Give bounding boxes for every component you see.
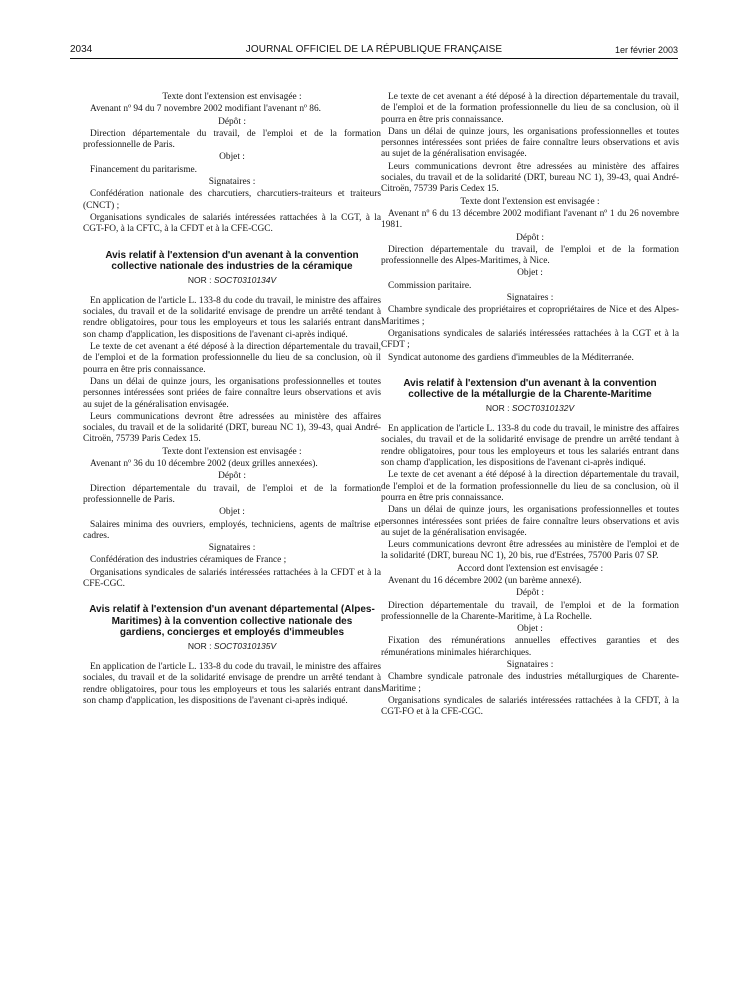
- nor-reference: [381, 403, 679, 414]
- notice-title: Avis relatif à l'extension d'un avenant à la convention collective de la métallurgie de la Charente-Maritime: [403, 377, 657, 401]
- paragraph: Fixation des rémunérations annuelles effectives garanties et des rémunérations minimales hiérarchiques.: [381, 636, 679, 658]
- paragraph: En application de l'article L. 133-8 du code du travail, le ministre des affaires sociales, du travail et de la solidarité envisage de prendre un arrêté tendant à rendre obligatoires, pour tous les employeurs et tous les salariés entrant dans son champ d'application, les dispositions de l'avenant ci-après indiqué.: [83, 295, 381, 340]
- journal-title: JOURNAL OFFICIEL DE LA RÉPUBLIQUE FRANÇAISE: [245, 44, 503, 55]
- paragraph: Leurs communications devront être adressées au ministère de l'emploi et de la solidarité (DRT, bureau NC 1), 20 bis, rue d'Estrées, 75700 Paris 07 SP.: [381, 540, 679, 562]
- paragraph: Avenant du 16 décembre 2002 (un barème annexé).: [388, 575, 582, 586]
- nor-reference: [83, 641, 381, 652]
- paragraph: Leurs communications devront être adressées au ministère des affaires sociales, du travail et de la solidarité (DRT, bureau NC 1), 39-43, quai André-Citroën, 75739 Paris Cedex 15.: [83, 411, 381, 445]
- section-label: Objet :: [517, 624, 543, 635]
- paragraph: Le texte de cet avenant a été déposé à la direction départementale du travail, de l'emploi et de la formation professionnelle du lieu de sa conclusion, où il pourra en être pris connaissance.: [83, 342, 381, 375]
- paragraph: Le texte de cet avenant a été déposé à la direction départementale du travail, de l'emploi et de la formation professionnelle du lieu de sa conclusion, où il pourra en être pris connaissance.: [381, 470, 679, 503]
- paragraph: Dans un délai de quinze jours, les organisations professionnelles et toutes personnes intéressées sont priées de faire connaître leurs observations et avis au sujet de la généralisation envisagée.: [381, 505, 679, 538]
- paragraph: Direction départementale du travail, de l'emploi et de la formation professionnelle des Alpes-Maritimes, à Nice.: [381, 244, 679, 267]
- nor-label: NOR :: [187, 274, 212, 285]
- paragraph: En application de l'article L. 133-8 du code du travail, le ministre des affaires sociales, du travail et de la solidarité envisage de prendre un arrêté tendant à rendre obligatoires, pour tous les employeurs et tous les salariés entrant dans son champ d'application, les dispositions de l'avenant ci-après indiqué.: [83, 662, 381, 706]
- section-label: Objet :: [219, 507, 245, 518]
- section-label: Texte dont l'extension est envisagée :: [162, 446, 302, 457]
- section-label: Signataires :: [506, 293, 554, 304]
- paragraph: Avenant nº 6 du 13 décembre 2002 modifiant l'avenant nº 1 du 26 novembre 1981.: [381, 208, 679, 231]
- paragraph: Organisations syndicales de salariés intéressées rattachées à la CFDT et à la CFE-CGC.: [83, 567, 381, 589]
- section-label: Dépôt :: [218, 116, 246, 127]
- paragraph: Salaires minima des ouvriers, employés, techniciens, agents de maîtrise et cadres.: [83, 519, 381, 541]
- issue-date: 1er février 2003: [614, 45, 678, 55]
- page-header: [70, 42, 678, 58]
- paragraph: Confédération nationale des charcutiers, charcutiers-traiteurs et traiteurs (CNCT) ;: [83, 189, 381, 211]
- paragraph: Le texte de cet avenant a été déposé à la direction départementale du travail, de l'emploi et de la formation professionnelle du lieu de sa conclusion, où il pourra en être pris connaissance.: [381, 92, 679, 125]
- nor-code: SOCT0310135V: [213, 640, 277, 651]
- paragraph: Leurs communications devront être adressées au ministère des affaires sociales, du travail et de la solidarité (DRT, bureau NC 1), 39-43, quai André-Citroën, 75739 Paris Cedex 15.: [381, 161, 679, 195]
- section-label: Objet :: [219, 152, 245, 163]
- paragraph: Organisations syndicales de salariés intéressées rattachées à la CGT, à la CGT-FO, à la CFTC, à la CFDT et à la CFE-CGC.: [83, 212, 381, 235]
- paragraph: Direction départementale du travail, de l'emploi et de la formation professionnelle de Paris.: [83, 483, 381, 505]
- notice-title: Avis relatif à l'extension d'un avenant départemental (Alpes-Maritimes) à la convention collective nationale des gardiens, concierges et employés d'immeubles: [89, 604, 375, 639]
- header-rule: [70, 58, 678, 59]
- paragraph: Chambre syndicale patronale des industries métallurgiques de Charente-Maritime ;: [381, 672, 679, 694]
- section-label: Signataires :: [208, 543, 256, 554]
- section-label: Dépôt :: [516, 232, 544, 243]
- nor-label: NOR :: [187, 640, 212, 651]
- paragraph: Organisations syndicales de salariés intéressées rattachées à la CFDT, à la CGT-FO et à la CFE-CGC.: [381, 695, 679, 718]
- left-column: [83, 92, 381, 708]
- paragraph: Financement du paritarisme.: [90, 164, 197, 175]
- paragraph: Commission paritaire.: [388, 280, 472, 291]
- paragraph: Chambre syndicale des propriétaires et copropriétaires de Nice et des Alpes-Maritimes ;: [381, 305, 679, 327]
- section-label: Dépôt :: [218, 471, 246, 482]
- paragraph: Avenant nº 94 du 7 novembre 2002 modifiant l'avenant nº 86.: [90, 104, 321, 115]
- nor-code: SOCT0310134V: [213, 274, 277, 285]
- page-number: 2034: [70, 44, 93, 55]
- section-label: Signataires :: [506, 660, 554, 671]
- section-label: Texte dont l'extension est envisagée :: [460, 196, 600, 207]
- paragraph: Direction départementale du travail, de l'emploi et de la formation professionnelle de la Charente-Maritime, à La Rochelle.: [381, 600, 679, 622]
- section-label: Objet :: [517, 268, 543, 279]
- paragraph: Dans un délai de quinze jours, les organisations professionnelles et toutes personnes intéressées sont priées de faire connaître leurs observations et avis au sujet de la généralisation envisagée.: [83, 376, 381, 410]
- paragraph: Syndicat autonome des gardiens d'immeubles de la Méditerranée.: [388, 352, 634, 363]
- notice-title: Avis relatif à l'extension d'un avenant à la convention collective nationale des industries de la céramique: [105, 249, 359, 273]
- paragraph: En application de l'article L. 133-8 du code du travail, le ministre des affaires sociales, du travail et de la solidarité envisage de prendre un arrêté tendant à rendre obligatoires, pour tous les employeurs et tous les salariés entrant dans son champ d'application, les dispositions de l'avenant ci-après indiqué.: [381, 424, 679, 469]
- paragraph: Avenant nº 36 du 10 décembre 2002 (deux grilles annexées).: [90, 459, 318, 470]
- paragraph: Organisations syndicales de salariés intéressées rattachées à la CGT et à la CFDT ;: [381, 328, 679, 351]
- section-label: Accord dont l'extension est envisagée :: [456, 563, 604, 574]
- nor-reference: [83, 275, 381, 286]
- section-label: Texte dont l'extension est envisagée :: [162, 92, 302, 102]
- paragraph: Dans un délai de quinze jours, les organisations professionnelles et toutes personnes intéressées sont priées de faire connaître leurs observations et avis au sujet de la généralisation envisagée.: [381, 126, 679, 160]
- right-column: [381, 92, 679, 720]
- paragraph: Direction départementale du travail, de l'emploi et de la formation professionnelle de Paris.: [83, 128, 381, 151]
- section-label: Dépôt :: [516, 588, 544, 599]
- paragraph: Confédération des industries céramiques de France ;: [90, 555, 287, 566]
- nor-label: NOR :: [485, 402, 510, 413]
- nor-code: SOCT0310132V: [511, 402, 575, 413]
- section-label: Signataires :: [208, 177, 256, 188]
